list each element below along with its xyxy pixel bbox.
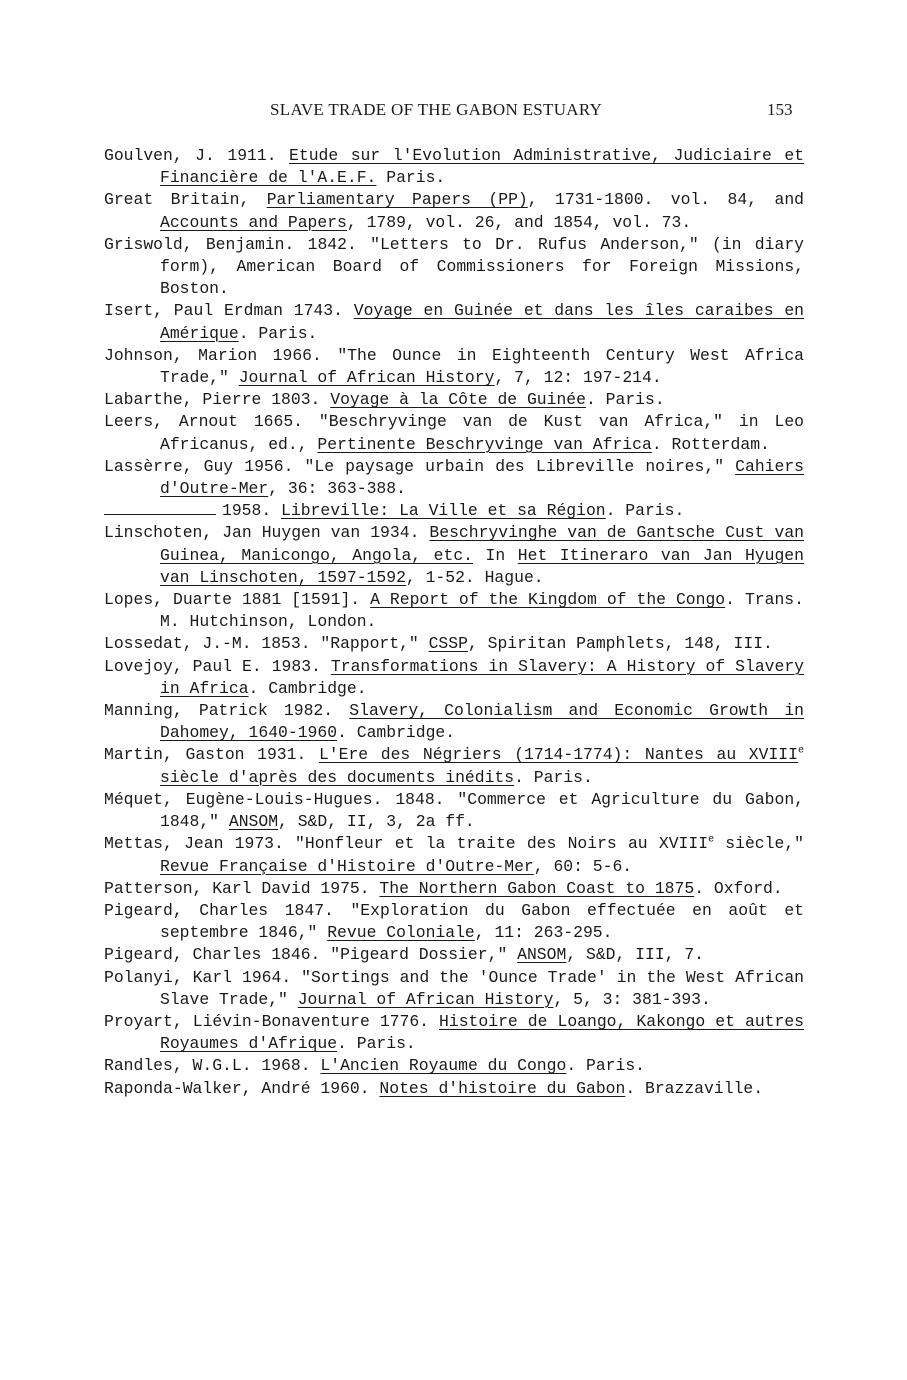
entry-text: Linschoten, Jan Huygen van 1934. <box>104 523 430 543</box>
entry-title: Notes d'histoire du Gabon <box>379 1078 626 1098</box>
entry-text: Randles, W.G.L. 1968. <box>104 1056 321 1076</box>
superscript: e <box>797 746 804 758</box>
entry-text: Lossedat, J.-M. 1853. "Rapport," <box>104 634 429 654</box>
entry-text: Lovejoy, Paul E. 1983. <box>104 656 331 676</box>
bibliography-entry <box>104 744 804 788</box>
entry-title: CSSP <box>428 634 468 654</box>
entry-text: . Trans. M. Hutchinson, London. <box>160 590 804 632</box>
entry-text: . Oxford. <box>694 878 783 898</box>
entry-text: . Rotterdam. <box>651 434 770 454</box>
entry-title: L'Ere des Négriers (1714-1774): Nantes au XVIII <box>318 745 798 765</box>
bibliography-entry <box>104 500 804 522</box>
bibliography-entry <box>104 1078 804 1100</box>
entry-text: Patterson, Karl David 1975. <box>104 878 380 898</box>
entry-title: A Report of the Kingdom of the Congo <box>370 590 726 610</box>
bibliography-entry <box>104 1011 804 1055</box>
ditto-rule <box>104 502 216 515</box>
entry-text: . Paris. <box>514 767 593 787</box>
entry-text: . Paris. <box>337 1034 416 1054</box>
entry-text: . Cambridge. <box>248 678 367 698</box>
entry-title: Histoire de Loango, Kakongo et autres Royaumes d'Afrique <box>160 1011 804 1054</box>
entry-text: , S&D, II, 3, 2a ff. <box>278 812 475 832</box>
entry-text: Paris. <box>376 168 446 188</box>
bibliography-entry <box>104 833 804 877</box>
entry-text: . Paris. <box>585 390 665 410</box>
entry-title: Libreville: La Ville et sa Région <box>281 501 606 521</box>
superscript: e <box>708 834 715 846</box>
entry-text: , Spiritan Pamphlets, 148, III. <box>467 634 773 654</box>
running-head: SLAVE TRADE OF THE GABON ESTUARY <box>270 100 603 119</box>
entry-text: siècle," <box>714 834 804 854</box>
entry-text: Manning, Patrick 1982. <box>104 701 350 721</box>
entry-text: , 5, 3: 381-393. <box>553 989 711 1009</box>
entry-text: Lopes, Duarte 1881 [1591]. <box>104 590 371 610</box>
entry-text: Polanyi, Karl 1964. "Sortings and the 'Ounce Trade' in the West African Slave Trade," <box>104 967 804 1009</box>
entry-title: ANSOM <box>517 945 567 965</box>
bibliography-entry <box>104 1055 804 1077</box>
entry-text: Pigeard, Charles 1847. "Exploration du Gabon effectuée en août et septembre 1846," <box>104 900 804 943</box>
bibliography-entry <box>104 411 804 455</box>
entry-text: Martin, Gaston 1931. <box>104 745 319 765</box>
bibliography-entry <box>104 145 804 189</box>
bibliography-entry <box>104 944 804 966</box>
bibliography-entry <box>104 967 804 1011</box>
entry-title: Pertinente Beschryvinge van Africa <box>317 434 652 454</box>
entry-text: Great Britain, <box>104 190 267 210</box>
entry-text: , 36: 363-388. <box>268 479 406 499</box>
bibliography-entry <box>104 589 804 633</box>
entry-title: Parliamentary Papers (PP) <box>266 190 528 210</box>
entry-text: , 60: 5-6. <box>533 856 633 876</box>
bibliography-entry <box>104 300 804 344</box>
entry-title: Voyage à la Côte de Guinée <box>330 390 586 410</box>
bibliography-entry <box>104 656 804 700</box>
entry-text: 1958. <box>222 501 282 521</box>
entry-text: . Paris. <box>238 323 318 343</box>
entry-title: ANSOM <box>228 812 279 832</box>
bibliography-entry <box>104 900 804 944</box>
entry-title: Journal of African History <box>297 989 554 1009</box>
entry-title: siècle d'après des documents inédits <box>160 767 515 787</box>
entry-text: Mettas, Jean 1973. "Honfleur et la traite des Noirs au XVIII <box>104 834 709 854</box>
entry-text: In <box>473 545 518 565</box>
entry-title: The Northern Gabon Coast to 1875 <box>379 878 695 898</box>
entry-text: Proyart, Liévin-Bonaventure 1776. <box>104 1011 440 1031</box>
entry-text: , 1731-1800. vol. 84, and <box>527 190 804 210</box>
bibliography-entry <box>104 189 804 233</box>
bibliography-entry <box>104 234 804 301</box>
entry-text: . Cambridge. <box>337 723 456 743</box>
entry-title: Revue Française d'Histoire d'Outre-Mer <box>160 856 534 876</box>
page-number: 153 <box>767 100 793 119</box>
entry-title: Cahiers d'Outre-Mer <box>160 456 804 499</box>
entry-title: Het Itineraro van Jan Hyugen van Linschoten, 1597-1592 <box>160 545 804 587</box>
entry-title: Beschryvinghe van de Gantsche Cust van Guinea, Manicongo, Angola, etc. <box>160 523 804 565</box>
entry-text: , 7, 12: 197-214. <box>494 368 662 388</box>
bibliography-entry <box>104 345 804 389</box>
entry-title: Revue Coloniale <box>327 923 475 943</box>
bibliography-entry <box>104 789 804 833</box>
entry-text: Griswold, Benjamin. 1842. "Letters to Dr. Rufus Anderson," (in diary form), American Board of Commissioners for Foreign Missions, Boston. <box>104 234 804 299</box>
entry-text: , 1-52. Hague. <box>405 567 544 587</box>
entry-text: Raponda-Walker, André 1960. <box>104 1078 380 1098</box>
entry-title: Slavery, Colonialism and Economic Growth in Dahomey, 1640-1960 <box>160 701 805 743</box>
entry-text: Johnson, Marion 1966. "The Ounce in Eighteenth Century West Africa Trade," <box>104 345 804 388</box>
entry-text: Isert, Paul Erdman 1743. <box>104 301 354 321</box>
entry-text: Lassèrre, Guy 1956. "Le paysage urbain des Libreville noires," <box>104 456 736 476</box>
bibliography-entry <box>104 878 804 900</box>
bibliography-entry <box>104 522 804 589</box>
entry-text: Goulven, J. 1911. <box>104 146 290 165</box>
bibliography-entry <box>104 633 804 655</box>
entry-text: Labarthe, Pierre 1803. <box>104 390 331 410</box>
entry-title: Accounts and Papers <box>160 212 347 232</box>
entry-text: . Paris. <box>566 1056 646 1076</box>
entry-text: . Brazzaville. <box>625 1078 764 1098</box>
entry-title: Journal of African History <box>238 368 495 388</box>
entry-text: Leers, Arnout 1665. "Beschryvinge van de Kust van Africa," in Leo Africanus, ed., <box>104 412 804 454</box>
entry-text: Méquet, Eugène-Louis-Hugues. 1848. "Commerce et Agriculture du Gabon, 1848," <box>104 789 804 832</box>
bibliography-entry <box>104 700 804 744</box>
entry-text: , 1789, vol. 26, and 1854, vol. 73. <box>346 212 692 232</box>
entry-title: L'Ancien Royaume du Congo <box>320 1056 567 1076</box>
bibliography-entry <box>104 456 804 500</box>
entry-title: Etude sur l'Evolution Administrative, Judiciaire et Financière de l'A.E.F. <box>160 146 804 188</box>
entry-text: , S&D, III, 7. <box>566 945 705 965</box>
entry-title: Transformations in Slavery: A History of Slavery in Africa <box>160 656 804 698</box>
bibliography-entry <box>104 389 804 411</box>
entry-text: . Paris. <box>605 501 685 521</box>
entry-text: , 11: 263-295. <box>474 923 613 943</box>
entry-text: Pigeard, Charles 1846. "Pigeard Dossier," <box>104 945 518 965</box>
bibliography-list <box>104 145 804 1100</box>
entry-title: Voyage en Guinée et dans les îles caraibes en Amérique <box>160 301 804 343</box>
